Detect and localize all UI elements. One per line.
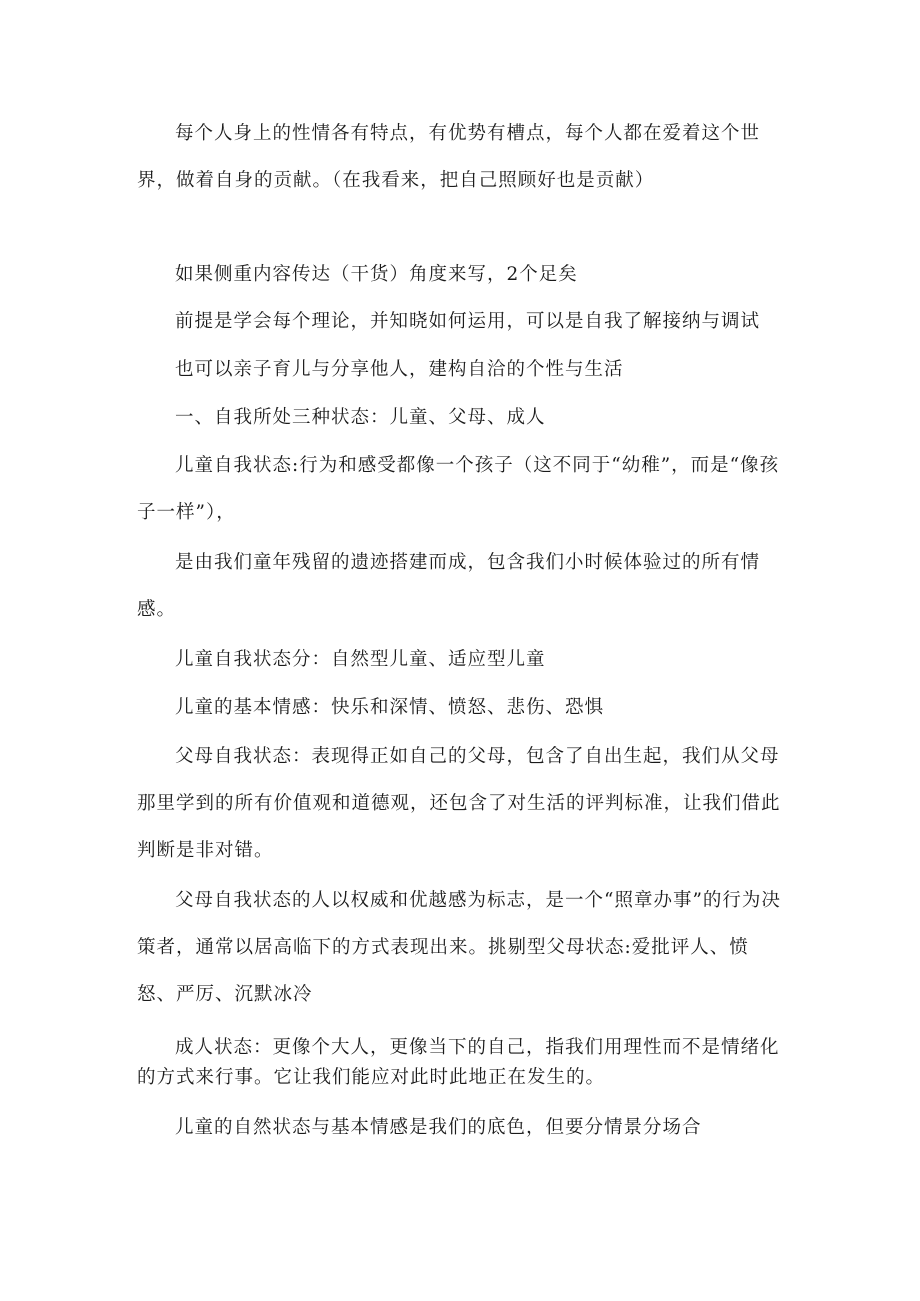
- paragraph-child-ego-state: 儿童自我状态:行为和感受都像一个孩子（这不同于“幼稚”，而是“像孩子一样”），: [137, 455, 780, 523]
- paragraph-premise: 前提是学会每个理论，并知晓如何运用，可以是自我了解接纳与调试: [175, 311, 761, 332]
- section-heading-three-states: 一、自我所处三种状态：儿童、父母、成人: [175, 407, 546, 428]
- paragraph-adult-state: 成人状态：更像个大人，更像当下的自己，指我们用理性而不是情绪化的方式来行事。它让我们能应对此时此地正在发生的。: [137, 1037, 780, 1088]
- paragraph-child-natural-state: 儿童的自然状态与基本情感是我们的底色，但要分情景分场合: [175, 1117, 702, 1138]
- paragraph-parenting: 也可以亲子育儿与分享他人，建构自洽的个性与生活: [175, 359, 624, 380]
- paragraph-content-focus: 如果侧重内容传达（干货）角度来写，2个足矣: [175, 264, 578, 285]
- paragraph-traits: 每个人身上的性情各有特点，有优势有槽点，每个人都在爱着这个世界，做着自身的贡献。（在我看来，把自己照顾好也是贡献）: [137, 123, 761, 191]
- paragraph-child-origin: 是由我们童年残留的遗迹搭建而成，包含我们小时候体验过的所有情感。: [137, 552, 761, 620]
- paragraph-parent-ego-state: 父母自我状态：表现得正如自己的父母，包含了自出生起，我们从父母那里学到的所有价值观和道德观，还包含了对生活的评判标准，让我们借此判断是非对错。: [137, 746, 781, 861]
- paragraph-child-emotions: 儿童的基本情感：快乐和深情、愤怒、悲伤、恐惧: [175, 697, 605, 718]
- paragraph-parent-authority: 父母自我状态的人以权威和优越感为标志，是一个“照章办事”的行为决策者，通常以居高临下的方式表现出来。挑剔型父母状态:爱批评人、愤怒、严厉、沉默冰冷: [137, 890, 781, 1005]
- paragraph-child-types: 儿童自我状态分：自然型儿童、适应型儿童: [175, 649, 546, 670]
